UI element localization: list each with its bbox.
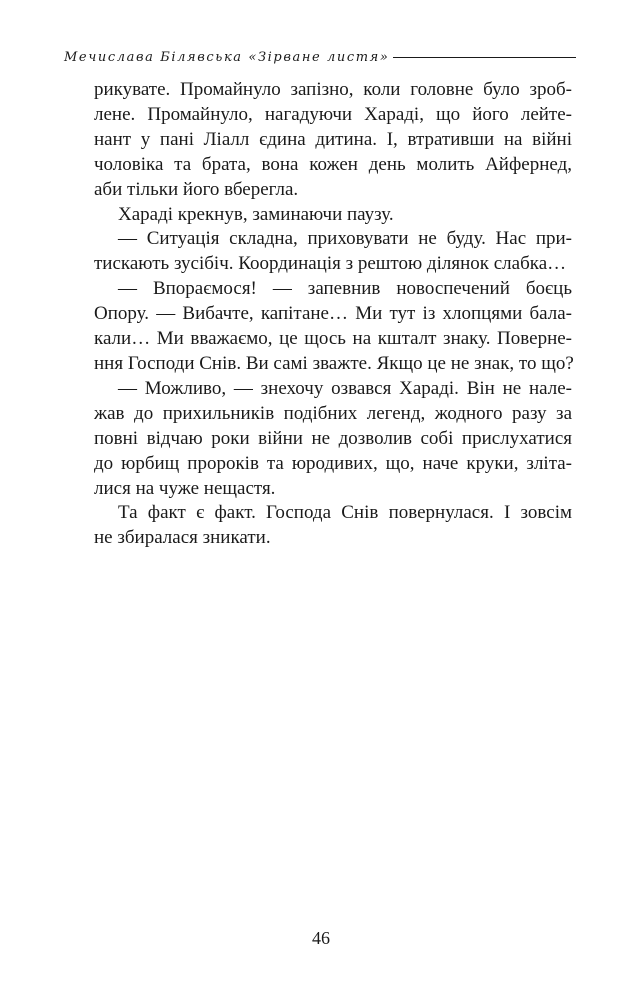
text-line: нант у пані Ліалл єдина дитина. І, втративши на війні [94,128,572,150]
text-line: жав до прихильників подібних легенд, жодного разу за [94,402,572,424]
running-title: Мечиславa Білявськa «Зірвaне листя» [64,50,390,65]
text-line: рикувате. Промайнуло запізно, коли головне було зроб- [94,79,572,100]
text-line: — Впораємося! — запевнив новоспечений боєць [118,278,572,300]
text-line: Хараді крекнув, заминаючи паузу. [118,203,394,225]
text-line: до юрбищ пророків та юродивих, що, наче круки, злiта- [94,452,572,474]
body-text [94,78,572,551]
text-line: Та факт є факт. Господа Снів повернулася. І зовсім [118,502,572,524]
text-line: Опору. — Вибачте, капітане… Ми тут із хлопцями бала- [94,303,572,325]
text-line: тискають зусібіч. Координація з рештою ділянок слабка… [94,253,567,275]
text-line: повні відчаю роки війни не дозволив собі прислухатися [94,427,572,449]
text-line: не збиралася зникати. [94,527,271,549]
running-header [64,50,576,65]
header-rule [393,57,576,58]
page-number: 46 [312,928,330,948]
text-line: чоловіка та брата, вона кожен день молить Айфернед, [94,153,572,175]
text-line: — Можливо, — знехочу озвався Хараді. Він не нале- [118,377,572,399]
text-line: лися на чуже нещастя. [94,477,276,499]
text-line: — Ситуація складна, приховувати не буду. Нас при- [118,228,572,250]
text-line: кали… Ми вважаємо, це щось на кшталт знаку. Поверне- [94,328,572,350]
text-line: лене. Промайнуло, нагадуючи Хараді, що його лейте- [94,103,572,125]
text-line: аби тільки його вберегла. [94,178,299,200]
text-line: ння Господи Снів. Ви самі зважте. Якщо це не знак, то що? [94,352,574,374]
